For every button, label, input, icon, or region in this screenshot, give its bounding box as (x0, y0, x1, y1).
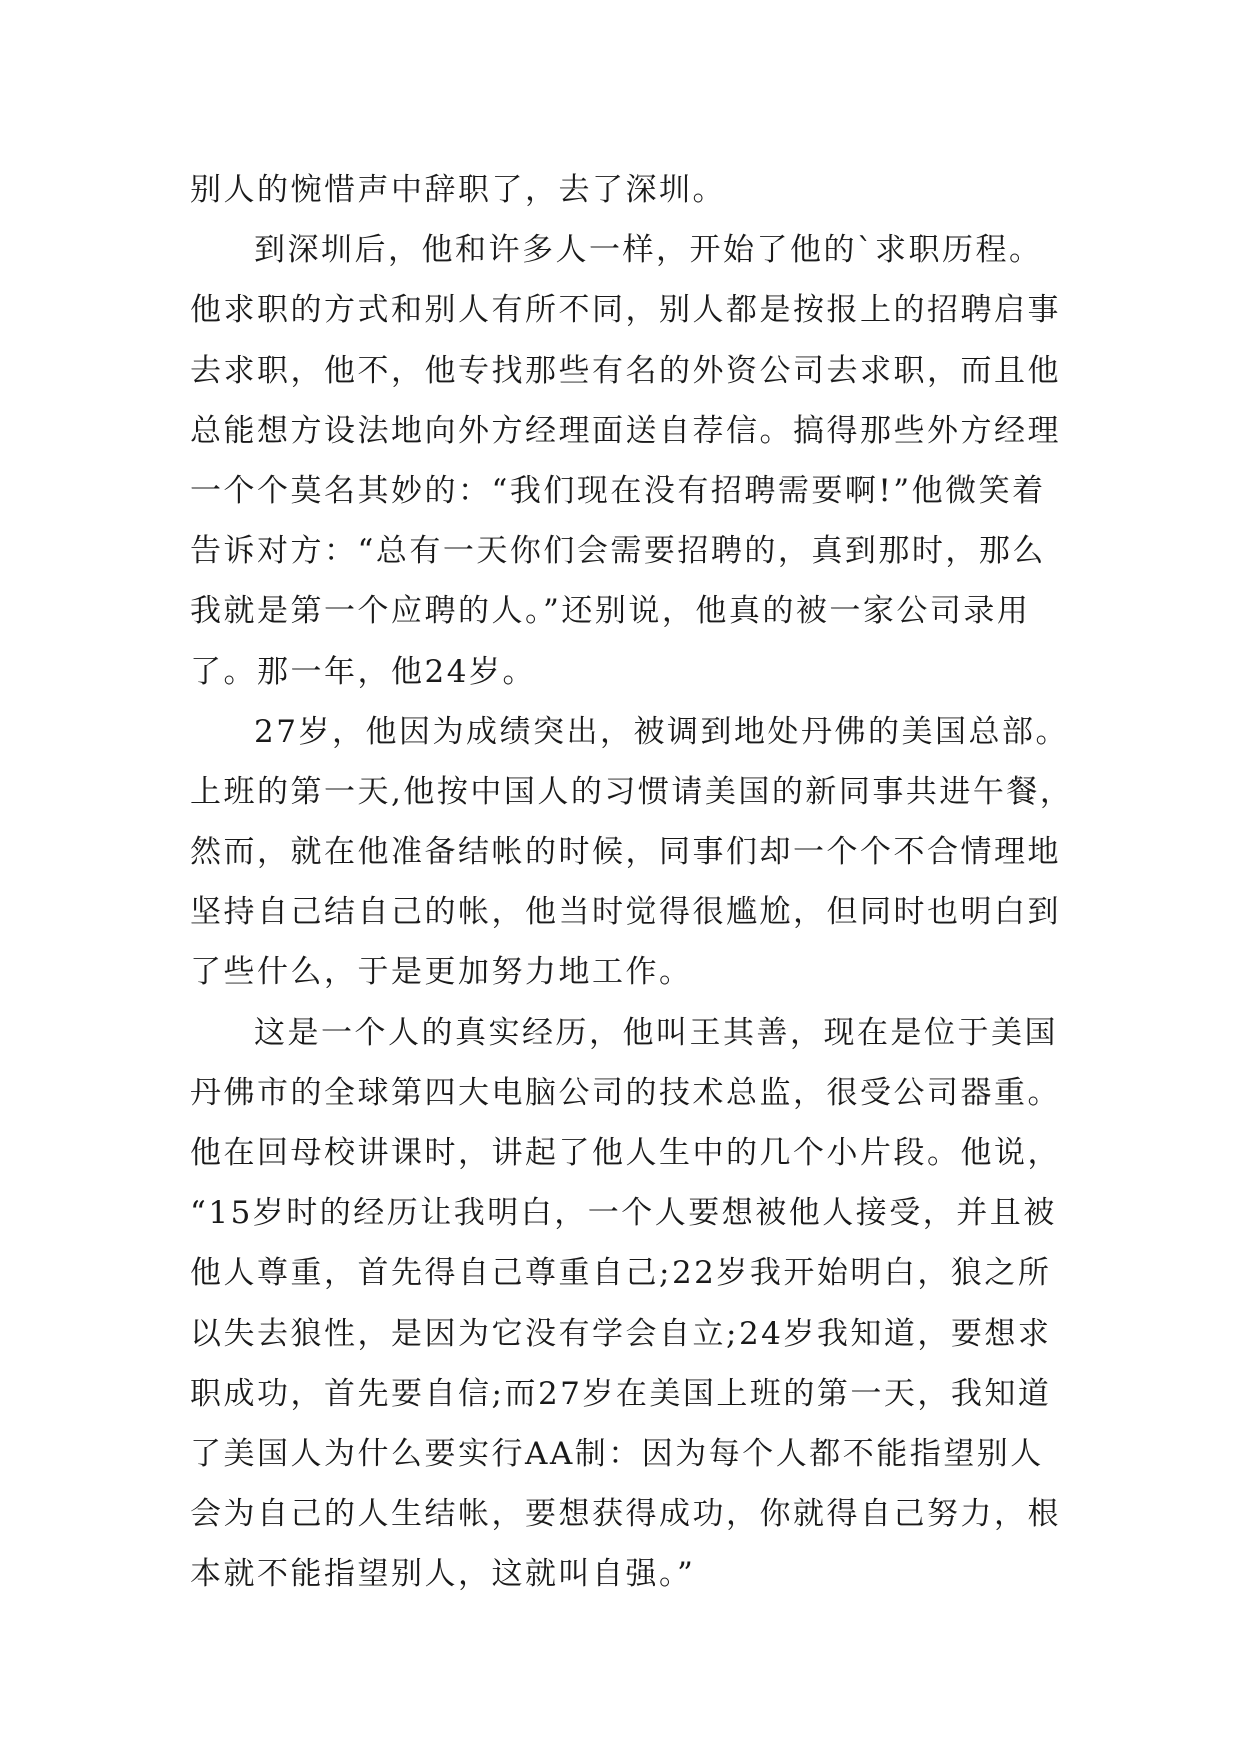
text-line: 总能想方设法地向外方经理面送自荐信。搞得那些外方经理 (190, 412, 1061, 449)
text-line: 会为自己的人生结帐，要想获得成功，你就得自己努力，根 (190, 1496, 1061, 1533)
paragraph-start-line: 27岁，他因为成绩突出，被调到地处丹佛的美国总部。 (254, 713, 1069, 750)
text-line: 然而，就在他准备结帐的时候，同事们却一个个不合情理地 (190, 834, 1061, 871)
text-line: 了些什么，于是更加努力地工作。 (190, 954, 693, 991)
text-line: “15岁时的经历让我明白，一个人要想被他人接受，并且被 (190, 1195, 1057, 1232)
text-line: 了。那一年，他24岁。 (190, 653, 536, 690)
text-line: 一个个莫名其妙的：“我们现在没有招聘需要啊!”他微笑着 (190, 472, 1046, 509)
paragraph-start-line: 到深圳后，他和许多人一样，开始了他的`求职历程。 (254, 232, 1043, 269)
body-text (190, 160, 1074, 1605)
text-line: 本就不能指望别人，这就叫自强。” (190, 1556, 696, 1593)
paragraph-start-line: 这是一个人的真实经历，他叫王其善，现在是位于美国 (254, 1014, 1058, 1051)
text-line: 我就是第一个应聘的人。”还别说，他真的被一家公司录用 (190, 593, 1031, 630)
text-line: 去求职，他不，他专找那些有名的外资公司去求职，而且他 (190, 352, 1061, 389)
text-line: 告诉对方：“总有一天你们会需要招聘的，真到那时，那么 (190, 533, 1046, 570)
text-line: 他求职的方式和别人有所不同，别人都是按报上的招聘启事 (190, 292, 1061, 329)
text-line: 坚持自己结自己的帐，他当时觉得很尴尬，但同时也明白到 (190, 894, 1061, 931)
text-line: 他在回母校讲课时，讲起了他人生中的几个小片段。他说， (190, 1135, 1061, 1171)
text-line: 上班的第一天,他按中国人的习惯请美国的新同事共进午餐， (190, 773, 1074, 810)
text-line: 以失去狼性，是因为它没有学会自立;24岁我知道，要想求 (190, 1315, 1052, 1352)
text-line: 了美国人为什么要实行AA制：因为每个人都不能指望别人 (190, 1435, 1044, 1472)
text-line: 他人尊重，首先得自己尊重自己;22岁我开始明白，狼之所 (190, 1255, 1052, 1292)
text-line: 丹佛市的全球第四大电脑公司的技术总监，很受公司器重。 (190, 1074, 1061, 1111)
text-line: 职成功，首先要自信;而27岁在美国上班的第一天，我知道 (190, 1375, 1052, 1412)
text-line: 别人的惋惜声中辞职了，去了深圳。 (190, 172, 726, 208)
